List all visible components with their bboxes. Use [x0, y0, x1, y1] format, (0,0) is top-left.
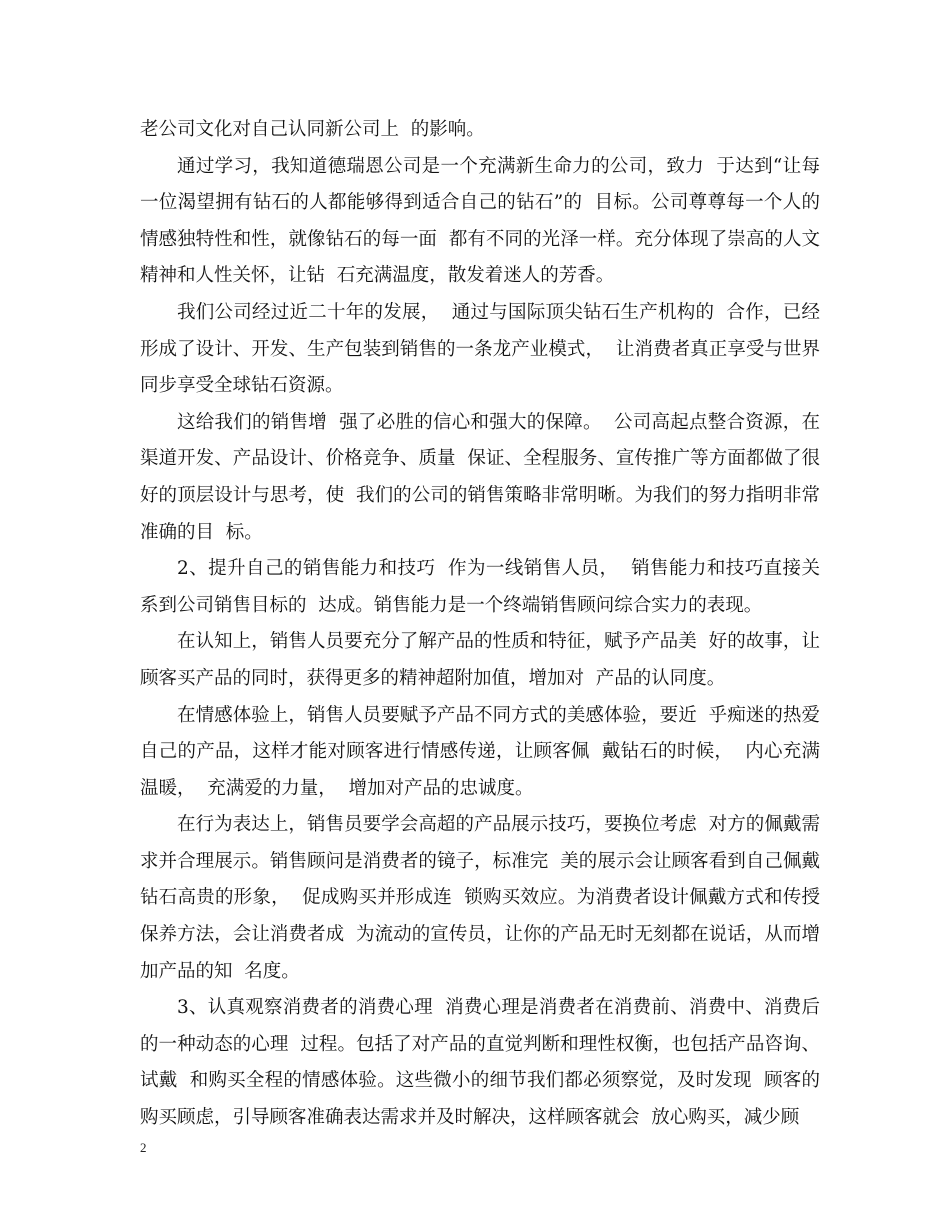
paragraph-5: 在认知上，销售人员要充分了解产品的性质和特征，赋予产品美 好的故事，让顾客买产品的同时，获得更多的精神超附加值，增加对 产品的认同度。 [140, 631, 820, 689]
paragraph-0: 老公司文化对自己认同新公司上 的影响。 [140, 119, 485, 140]
page-number: 2 [140, 1140, 147, 1155]
paragraph-1: 通过学习，我知道德瑞恩公司是一个充满新生命力的公司，致力 于达到“让每一位渴望拥有钻石的人都能够得到适合自己的钻石”的 目标。公司尊尊每一个人的情感独特性和性，就像钻石的每一面 都有不同的光泽一样。充分体现了崇高的人文精神和人性关怀，让钻 石充满温度，散发着迷人的芳香。 [140, 155, 820, 287]
paragraph-8: 3、认真观察消费者的消费心理 消费心理是消费者在消费前、消费中、消费后的一种动态的心理 过程。包括了对产品的直觉判断和理性权衡，也包括产品咨询、试戴 和购买全程的情感体验。这些微小的细节我们都必须察觉，及时发现 顾客的购买顾虑，引导顾客准确表达需求并及时解决，这样顾客就会 放心购买，减少顾 [140, 997, 820, 1129]
paragraph-7: 在行为表达上，销售员要学会高超的产品展示技巧，要换位考虑 对方的佩戴需求并合理展示。销售顾问是消费者的镜子，标准完 美的展示会让顾客看到自己佩戴钻石高贵的形象， 促成购买并形成连 锁购买效应。为消费者设计佩戴方式和传授保养方法，会让消费者成 为流动的宣传员，让你的产品无时无刻都在说话，从而增加产品的知 名度。 [140, 814, 820, 982]
paragraph-4: 2、提升自己的销售能力和技巧 作为一线销售人员， 销售能力和技巧直接关系到公司销售目标的 达成。销售能力是一个终端销售顾问综合实力的表现。 [140, 558, 820, 616]
paragraph-3: 这给我们的销售增 强了必胜的信心和强大的保障。 公司高起点整合资源，在渠道开发、产品设计、价格竞争、质量 保证、全程服务、宣传推广等方面都做了很好的顶层设计与思考，使 我们的公司的销售策略非常明晰。为我们的努力指明非常准确的目 标。 [140, 411, 820, 543]
paragraph-6: 在情感体验上，销售人员要赋予产品不同方式的美感体验，要近 乎痴迷的热爱自己的产品，这样才能对顾客进行情感传递，让顾客佩 戴钻石的时候， 内心充满温暖， 充满爱的力量， 增加对产品的忠诚度。 [140, 704, 820, 799]
paragraph-2: 我们公司经过近二十年的发展， 通过与国际顶尖钻石生产机构的 合作，已经形成了设计、开发、生产包装到销售的一条龙产业模式， 让消费者真正享受与世界同步享受全球钻石资源。 [140, 301, 820, 397]
document-body [140, 112, 820, 1137]
